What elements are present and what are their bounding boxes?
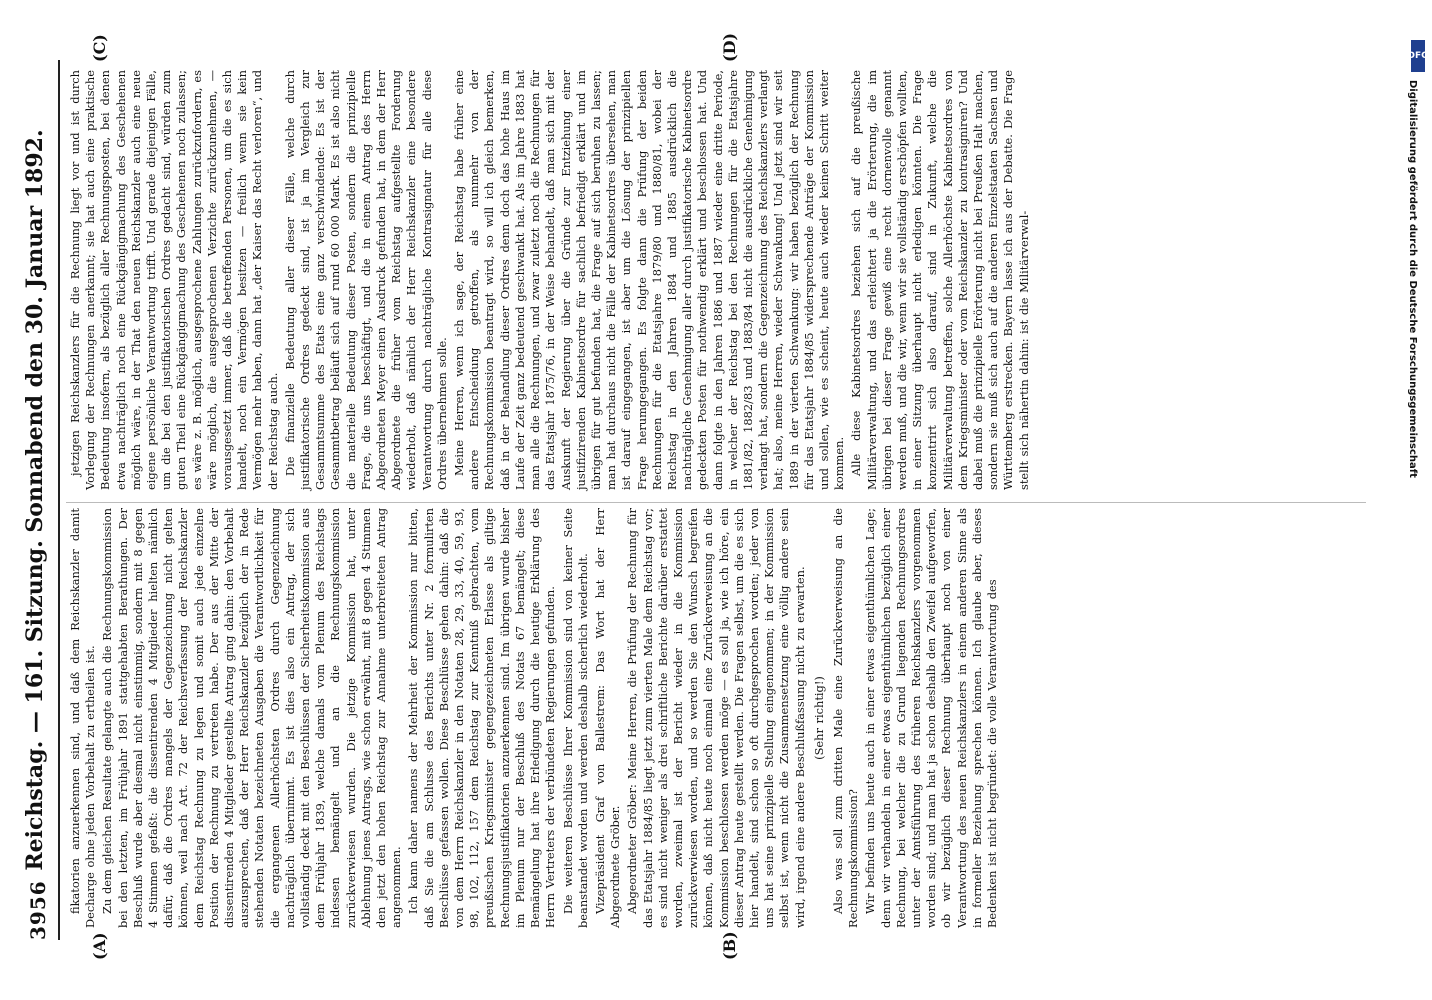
margin-marker-d: (D) xyxy=(720,32,739,62)
margin-marker-b: (B) xyxy=(720,931,739,960)
paragraph: Die weiteren Beschlüsse Ihrer Kommission sind von keiner Seite beanstandet worden und werden deshalb sicherlich wiederholt. xyxy=(560,508,590,928)
speaker-paragraph: Abgeordneter Gröber: Meine Herren, die Prüfung der Rechnung für das Etatsjahr 1884/85 liegt jetzt zum vierten Male dem Reichstag vor; es sind nicht weniger als drei schriftliche Berichte darüber erstattet worden, zweimal ist der Bericht wieder in die Kommission zurückverwiesen worden, und so werden Sie den Wunsch begreifen können, daß nicht heute noch einmal eine Zurückverweisung an die Kommission beschlossen werden möge — es soll ja, wie ich höre, ein dieser Antrag heute gestellt werden. Die Fragen selbst, um die es sich hier handelt, sind schon so oft durchgesprochen worden; jeder von uns hat seine prinzipielle Stellung eingenommen; in der Kommission selbst ist, wenn nicht die Zusammensetzung eine völlig andere sein wird, irgend eine andere Beschlußfassung nicht zu erwarten. xyxy=(625,508,807,928)
paragraph: jetzigen Reichskanzlers für die Rechnung liegt vor und ist durch Vorlegung der Rechnungen anerkannt; sie hat auch eine praktische Bedeutung insofern, als bezüglich aller Rechnungsposten, bei denen etwa nachträglich noch eine Rückgängigmachung des Geschehenen möglich wäre, in der That den neuen Reichskanzler auch eine neue eigene persönliche Verantwortung trifft. Und gerade diejenigen Fälle, um die bei den justifikatorischen Ordres gedacht sind, würden zum guten Theil eine Rückgängigmachung des Geschehenen noch zulassen; es wäre z. B. möglich, ausgesprochene Zahlungen zurückzufordern, es wäre möglich, die ausgesprochenen Verzichte zurückzunehmen, — vorausgesetzt immer, daß die betreffenden Personen, um die es sich handelt, noch ein Vermögen besitzen — freilich wenn sie kein Vermögen mehr haben, dann hat „der Kaiser das Recht verloren“, und der Reichstag auch. xyxy=(68,70,280,490)
page-header xyxy=(18,60,58,940)
dfg-logo-badge: DFG xyxy=(1411,40,1425,72)
paragraph: Ich kann daher namens der Mehrheit der Kommission nur bitten, daß Sie die am Schlusse des Berichts unter Nr. 2 formulirten Beschlüsse gefassen wollen. Diese Beschlüsse gehen dahin: daß die von dem Herrn Reichskanzler in den Notaten 28, 29, 33, 40, 59, 93, 98, 102, 112, 157 dem Reichstag zur Kenntniß gebrachten, vom preußischen Kriegsminister gegengezeichneten Erlasse als giltige Rechnungsjustifikatorien anzuerkennen sind. Im übrigen wurde bisher im Plenum nur der Beschluß des Notats 67 bemängelt; diese Bemängelung hat ihre Erledigung durch die heutige Erklärung des Herrn Vertreters der verbündeten Regierungen gefunden. xyxy=(406,508,558,928)
paragraph: Also was soll zum dritten Male eine Zurückverweisung an die Rechnungskommission? xyxy=(830,508,861,928)
margin-marker-c: (C) xyxy=(90,34,109,62)
paragraph: Die finanzielle Bedeutung aller dieser Fälle, welche durch justifikatorische Ordres gedeckt sind, ist ja im Vergleich zur Gesammtsumme des Etats eine ganz verschwindende: Es ist der Gesammtbetrag beläuft sich auf rund 60 000 Mark. Es ist also nicht die materielle Bedeutung dieser Posten, sondern die prinzipielle Frage, die uns beschäftigt, und die in einem Antrag des Herrn Abgeordneten Meyer einen Ausdruck gefunden hat, in dem der Herr Abgeordnete die früher vom Reichstag aufgestellte Forderung wiederholt, daß nämlich der Herr Reichskanzler eine besondere Verantwortung durch nachträgliche Kontrasignatur für alle diese Ordres übernehmen solle. xyxy=(282,70,449,490)
speaker-paragraph: Vizepräsident Graf von Ballestrem: Das Wort hat der Herr Abgeordnete Gröber. xyxy=(592,508,623,928)
paragraph: fikatorien anzuerkennen sind, und daß dem Reichskanzler damit Decharge ohne jeden Vorbehalt zu ertheilen ist. xyxy=(68,508,98,928)
page-number: 3956 xyxy=(26,880,50,940)
interjection: (Sehr richtig!) xyxy=(811,676,826,760)
digitization-note: Digitalisierung gefördert durch die Deutsche Forschungsgemeinschaft xyxy=(1407,80,1418,478)
paragraph: Alle diese Kabinetsordres beziehen sich auf die preußische Militärverwaltung, und das erleichtert ja die Erörterung, die im übrigen bei dieser Frage gewiß eine recht dornenvolle genannt werden muß, und die wir, wenn wir sie vollständig erschöpfen wollten, in einer Sitzung überhaupt nicht erledigen könnten. Die Frage konzentrirt sich also darauf, sind in Zukunft, welche die Militärverwaltung betreffen, solche Allerhöchste Kabinetsordres von dem Kriegsminister oder vom Reichskanzler zu kontrasigniren? Und dabei muß die prinzipielle Erörterung nicht bei Preußen Halt machen, sondern sie muß sich auch auf die anderen Einzelstaaten Sachsen und Württemberg erstrecken. Bayern lasse ich aus der Debatte. Die Frage stellt sich nähertin dahin: ist die Militärverwal- xyxy=(849,70,1031,490)
header-rule xyxy=(58,60,60,940)
margin-marker-a: (A) xyxy=(90,932,109,960)
right-text-column xyxy=(68,70,1034,490)
running-title: Reichstag. — 161. Sitzung. Sonnabend den 30. Januar 1892. xyxy=(22,129,48,871)
digitization-strip xyxy=(1408,40,1428,960)
column-divider xyxy=(66,502,1366,503)
paragraph: Wir befinden uns heute auch in einer etwas eigenthümlichen Lage; denn wir verhandeln in einer etwas eigenthümlichen bezüglich einer Rechnung, bei welcher die zu Grund liegenden Rechnungsordres unter der Amtsführung des früheren Reichskanzlers vorgenommen worden sind; und man hat ja schon deshalb den Zweifel aufgeworfen, ob wir bezüglich dieser Rechnung überhaupt noch von einer Verantwortung des neuen Reichskanzlers in einem anderen Sinne als in formeller Beziehung sprechen können. Ich glaube aber, dieses Bedenken ist nicht begründet: die volle Verantwortung des xyxy=(863,508,999,928)
left-text-column xyxy=(68,508,1002,928)
paragraph: Meine Herren, wenn ich sage, der Reichstag habe früher eine andere Entscheidung getroffen, als nunmehr von der Rechnungskommission beantragt wird, so will ich gleich bemerken, daß in der Behandlung dieser Ordres denn doch das hohe Haus im Laufe der Zeit ganz bedeutend geschwankt hat. Als im Jahre 1883 hat man alle die Rechnungen, und zwar zuletzt noch die Rechnungen für das Etatsjahr 1875/76, in der Weise behandelt, daß man sich mit der Auskunft der Regierung über die Gründe zur Entziehung einer justifizirenden Kabinetsordre für sachlich befriedigt erklärt und im übrigen für gut befunden hat, die Frage auf sich beruhen zu lassen; man hat durchaus nicht die Fälle der Kabinetsordres übersehen, man ist darauf eingegangen, ist aber um die Lösung der prinzipiellen Frage herumgegangen. Es folgte dann die Prüfung der beiden Rechnungen für die Etatsjahre 1879/80 und 1880/81, wobei der Reichstag in den Jahren 1884 und 1885 ausdrücklich die nachträgliche Genehmigung aller durch justifikatorische Kabinetsordre gedeckten Posten für nothwendig erklärt und beschlossen hat. Und dann folgte in den Jahren 1886 und 1887 wieder eine dritte Periode, in welcher der Reichstag bei den Rechnungen für die Etatsjahre 1881/82, 1882/83 und 1883/84 nicht die ausdrückliche Genehmigung verlangt hat, sondern die Gegenzeichnung des Reichskanzlers verlangt hat; also, meine Herren, wieder Schwankung! Und jetzt sind wir seit 1889 in der vierten Schwankung: wir haben bezüglich der Rechnung für das Etatsjahr 1884/85 widersprechende Anträge der Kommission und sollen, wie es scheint, heute auch wieder keinen Schritt weiter kommen. xyxy=(452,70,847,490)
paragraph: Zu dem gleichen Resultate gelangte auch die Rechnungskommission bei den letzten, im Frühjahr 1891 stattgehabten Berathungen. Der Beschluß wurde aber diesmal nicht einstimmig, sondern mit 8 gegen 4 Stimmen gefaßt: die dissentirenden 4 Mitglieder hielten nämlich dafür, daß die Ordres mangels der Gegenzeichnung nicht gelten können, weil nach Art. 72 der Reichsverfassung der Reichskanzler dem Reichstag Rechnung zu legen und somit auch jede einzelne Position der Rechnung zu vertreten habe. Der aus der Mitte der dissentirenden 4 Mitglieder gestellte Antrag ging dahin: den Vorbehalt auszusprechen, daß der Herr Reichskanzler bezüglich der in Rede stehenden Notaten bezeichneten Ausgaben die Verantwortlichkeit für die ergangenen Allerhöchsten Ordres durch Gegenzeichnung nachträglich übernimmt. Es ist dies also ein Antrag, der sich vollständig deckt mit den Beschlüssen der Sicherheitskommission aus dem Frühjahr 1839, welche damals vom Plenum des Reichstags indessen bemängelt und an die Rechnungskommission zurückverwiesen wurden. Die jetzige Kommission hat, unter Ablehnung jenes Antrags, wie schon erwähnt, mit 8 gegen 4 Stimmen den jetzt den hohen Reichstag zur Annahme unterbreiteten Antrag angenommen. xyxy=(100,508,404,928)
